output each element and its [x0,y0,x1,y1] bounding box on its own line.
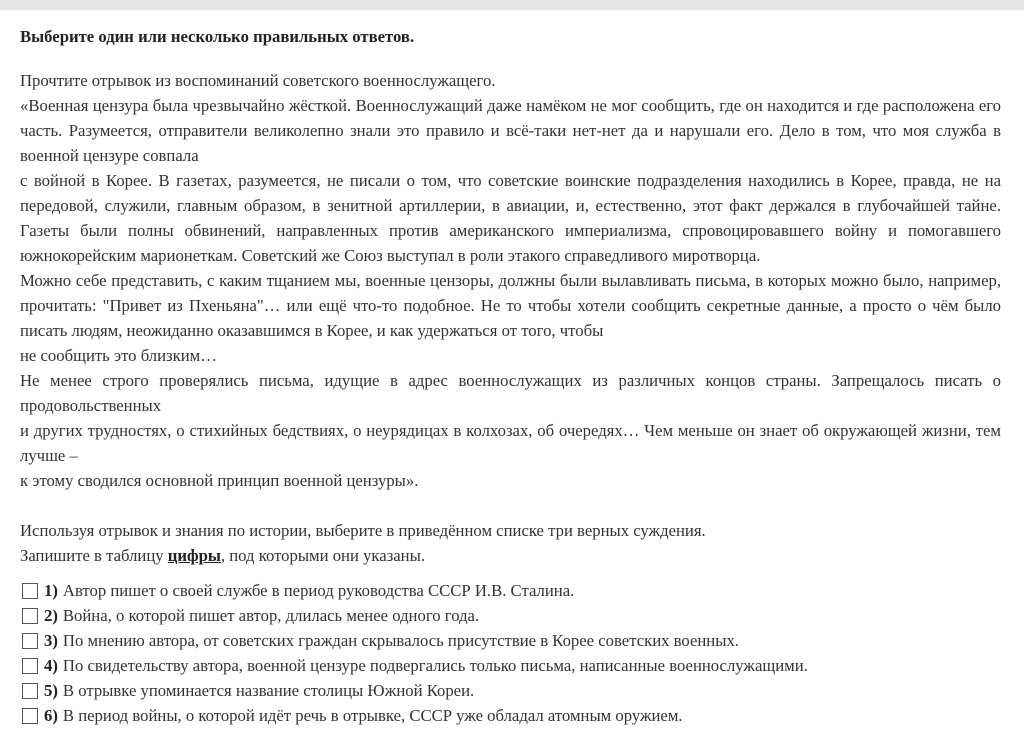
answer-option-2[interactable] [20,603,1001,628]
option-number: 2) [44,606,58,625]
checkbox[interactable] [22,633,38,649]
answer-option-5[interactable] [20,678,1001,703]
passage-paragraph-1a: «Военная цензура была чрезвычайно жёсткой. Военнослужащий даже намёком не мог сообщить, где он находится и где расположена его часть. Разумеется, отправители великолепно знали это правило и всё-таки нет-нет да и нарушали его. Дело в том, что моя служба в военной цензуре совпала [20,96,1001,165]
task-line-2-before: Запишите в таблицу [20,546,168,565]
passage-paragraph-3b: и других трудностях, о стихийных бедствиях, о неурядицах в колхозах, об очередях… Чем меньше он знает об окружающей жизни, тем лучше – [20,421,1001,465]
option-number: 1) [44,581,58,600]
source-passage [20,68,1001,493]
answer-option-3[interactable] [20,628,1001,653]
option-text: Автор пишет о своей службе в период руководства СССР И.В. Сталина. [62,581,575,600]
answer-option-6[interactable] [20,703,1001,728]
passage-intro: Прочтите отрывок из воспоминаний советского военнослужащего. [20,71,496,90]
answer-option-1[interactable] [20,578,1001,603]
answer-options [20,578,1001,728]
option-number: 3) [44,631,58,650]
passage-paragraph-2b: не сообщить это близким… [20,346,217,365]
task-line-2 [20,543,1001,568]
top-bar [0,0,1024,10]
spacer [20,493,1001,518]
passage-paragraph-2a: Можно себе представить, с каким тщанием мы, военные цензоры, должны были вылавливать письма, в которых можно было, например, прочитать: "Привет из Пхеньяна"… или ещё что-то подобное. Не то чтобы хотели сообщить секретные данные, а просто о чём было писать людям, неожиданно оказавшимся в Корее, и как удержаться от того, чтобы [20,271,1001,340]
passage-paragraph-1b: с войной в Корее. В газетах, разумеется, не писали о том, что советские воинские подразделения находились в Корее, правда, не на передовой, служили, главным образом, в зенитной артиллерии, в авиации, и, естественно, этот факт держался в глубочайшей тайне. Газеты были полны обвинений, направленных против американского империализма, спровоцировавшего войну и помогавшего южнокорейским марионеткам. Советский же Союз выступал в роли этакого справедливого миротворца. [20,171,1001,265]
answer-option-4[interactable] [20,653,1001,678]
checkbox[interactable] [22,608,38,624]
option-text: Война, о которой пишет автор, длилась менее одного года. [62,606,480,625]
task-line-2-after: , под которыми они указаны. [220,546,426,565]
option-text: В период войны, о которой идёт речь в отрывке, СССР уже обладал атомным оружием. [62,706,683,725]
option-number: 5) [44,681,58,700]
option-number: 6) [44,706,58,725]
option-text: В отрывке упоминается название столицы Южной Кореи. [62,681,475,700]
task-line-2-emphasis: цифры [167,546,221,565]
checkbox[interactable] [22,708,38,724]
checkbox[interactable] [22,683,38,699]
option-number: 4) [44,656,58,675]
question-content [20,22,1001,728]
checkbox[interactable] [22,658,38,674]
task-line-1: Используя отрывок и знания по истории, выберите в приведённом списке три верных суждения. [20,521,706,540]
question-instruction: Выберите один или несколько правильных ответов. [20,27,415,46]
passage-paragraph-3a: Не менее строго проверялись письма, идущие в адрес военнослужащих из различных концов страны. Запрещалось писать о продовольственных [20,371,1001,415]
option-text: По мнению автора, от советских граждан скрывалось присутствие в Корее советских военных. [62,631,739,650]
passage-paragraph-3c: к этому сводился основной принцип военной цензуры». [20,471,419,490]
option-text: По свидетельству автора, военной цензуре подвергались только письма, написанные военнослужащими. [62,656,808,675]
checkbox[interactable] [22,583,38,599]
